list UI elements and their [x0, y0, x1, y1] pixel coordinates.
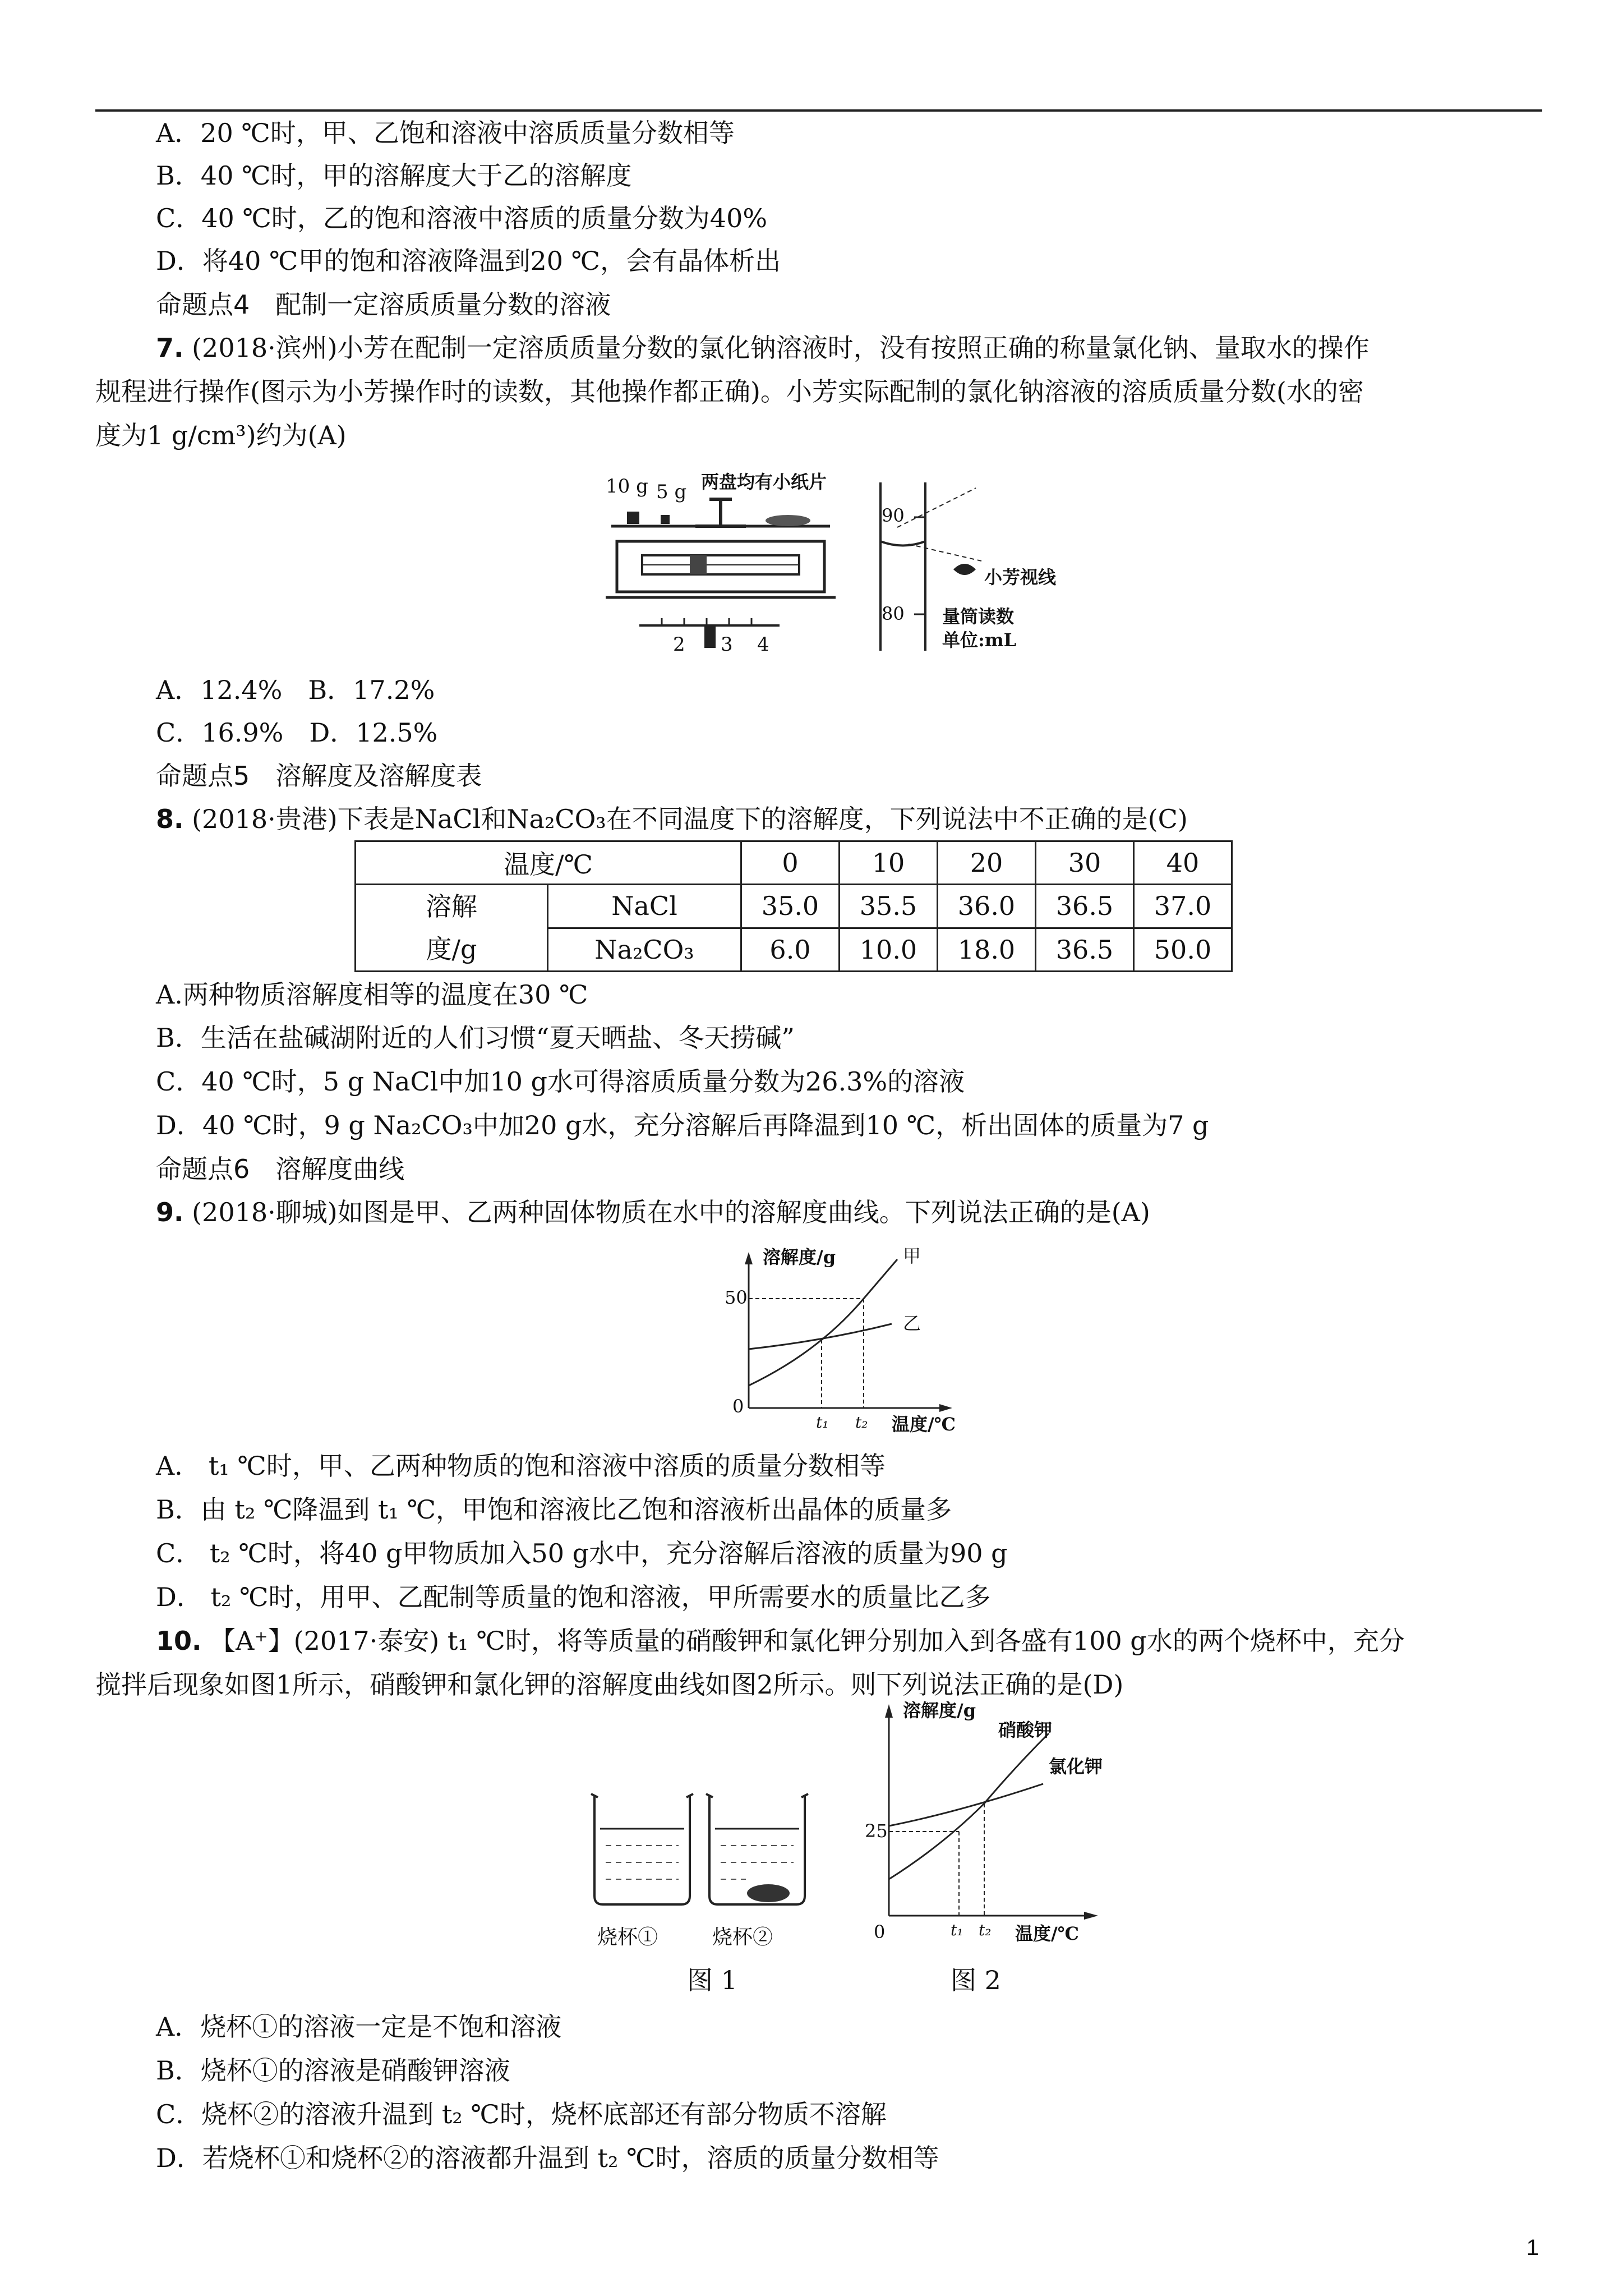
weight-5g-label: 5 g [656, 481, 687, 503]
table-cell: 50.0 [1134, 928, 1232, 972]
q10-text1: 【A⁺】(2017·泰安) t₁ ℃时，将等质量的硝酸钾和氯化钾分别加入到各盛有100 g水的两个烧杯中，充分 [210, 1626, 1405, 1656]
q9-option-b: B．由 t₂ ℃降温到 t₁ ℃，甲饱和溶液比乙饱和溶液析出晶体的质量多 [156, 1494, 952, 1525]
q6-option-a: A．20 ℃时，甲、乙饱和溶液中溶质质量分数相等 [156, 118, 735, 148]
q7-options-ab: A．12.4% B．17.2% [156, 675, 435, 705]
table-cell-na2co3: Na₂CO₃ [548, 928, 741, 972]
scale-label-2: 2 [673, 633, 685, 656]
balance-pointer-icon [695, 499, 746, 526]
table-cell: 10 [840, 841, 938, 885]
scale-marker-icon [704, 625, 716, 648]
q6-option-d: D．将40 ℃甲的饱和溶液降温到20 ℃，会有晶体析出 [156, 246, 781, 276]
q10-figure2-chart [858, 1694, 1150, 1944]
table-cell: 30 [1036, 841, 1134, 885]
q8-stem [156, 802, 1188, 836]
q9-option-c: C． t₂ ℃时，将40 g甲物质加入50 g水中，充分溶解后溶液的质量为90 g [156, 1538, 1008, 1568]
cylinder-reading-label: 量筒读数 [942, 606, 1015, 627]
q9-number: 9. [156, 1197, 184, 1227]
section-heading-6: 命题点6 溶解度曲线 [156, 1154, 405, 1184]
curve-kcl [889, 1784, 1043, 1826]
table-header-temp: 温度/℃ [356, 841, 741, 885]
q9-text: (2018·聊城)如图是甲、乙两种固体物质在水中的溶解度曲线。下列说法正确的是(A) [192, 1197, 1150, 1227]
q6-option-c: C．40 ℃时，乙的饱和溶液中溶质的质量分数为40% [156, 203, 768, 233]
weight-10g-icon [627, 512, 639, 524]
beaker2-label: 烧杯② [712, 1926, 773, 1949]
scale-label-4: 4 [757, 633, 769, 656]
scale-label-3: 3 [721, 633, 733, 656]
table-cell: 35.5 [840, 885, 938, 928]
q10-number: 10. [156, 1626, 202, 1656]
page-number: 1 [1526, 2235, 1539, 2260]
table-cell: 40 [1134, 841, 1232, 885]
x-tick-t1: t₁ [951, 1921, 963, 1939]
table-cell: 6.0 [741, 928, 840, 972]
y-tick-25: 25 [865, 1820, 888, 1842]
q8-text: (2018·贵港)下表是NaCl和Na₂CO₃在不同温度下的溶解度，下列说法中不正确的是(C) [192, 804, 1188, 834]
q8-option-a: A.两种物质溶解度相等的温度在30 ℃ [156, 979, 588, 1010]
curve-yi [749, 1324, 892, 1349]
table-cell-nacl: NaCl [548, 885, 741, 928]
cylinder-unit-label: 单位:mL [942, 629, 1017, 651]
q7-line1 [156, 331, 1370, 365]
q7-line3: 度为1 g/cm³)约为(A) [95, 420, 347, 450]
cylinder-label-90: 90 [882, 505, 905, 526]
paper-note-label: 两盘均有小纸片 [701, 471, 827, 493]
table-cell: 35.0 [741, 885, 840, 928]
q6-option-b: B．40 ℃时，甲的溶解度大于乙的溶解度 [156, 160, 632, 191]
q9-solubility-chart [712, 1240, 981, 1442]
q8-number: 8. [156, 804, 184, 834]
rider-icon [690, 555, 707, 574]
table-cell: 20 [938, 841, 1036, 885]
curve-jia-label: 甲 [903, 1245, 921, 1267]
figure1-caption: 图 1 [687, 1965, 737, 1995]
q7-text1: (2018·滨州)小芳在配制一定溶质质量分数的氯化钠溶液时，没有按照正确的称量氯化钠、量取水的操作 [192, 333, 1370, 363]
section-heading-4: 命题点4 配制一定溶质质量分数的溶液 [156, 289, 611, 320]
table-cell: 18.0 [938, 928, 1036, 972]
q10-line2: 搅拌后现象如图1所示，硝酸钾和氯化钾的溶解度曲线如图2所示。则下列说法正确的是(D) [95, 1669, 1124, 1700]
table-cell: 10.0 [840, 928, 938, 972]
figure2-caption: 图 2 [951, 1965, 1001, 1995]
sight-line-label: 小芳视线 [984, 567, 1057, 588]
eye-icon [953, 564, 976, 575]
q10-option-b: B．烧杯①的溶液是硝酸钾溶液 [156, 2055, 510, 2086]
table-row [356, 841, 1232, 885]
x-tick-t2: t₂ [979, 1921, 992, 1939]
table-cell: 37.0 [1134, 885, 1232, 928]
origin-label: 0 [732, 1396, 744, 1417]
x-tick-t1: t₁ [816, 1413, 829, 1432]
q10-option-c: C．烧杯②的溶液升温到 t₂ ℃时，烧杯底部还有部分物质不溶解 [156, 2099, 887, 2129]
origin-label: 0 [874, 1921, 886, 1943]
balance-base-icon [617, 541, 824, 592]
curve-kno3-label: 硝酸钾 [998, 1719, 1053, 1741]
x-axis-label: 温度/℃ [892, 1414, 956, 1435]
solubility-table [354, 840, 1233, 972]
q9-stem [156, 1195, 1150, 1229]
q10-line1 [156, 1624, 1405, 1658]
x-axis-label: 温度/℃ [1015, 1923, 1080, 1944]
section-heading-5: 命题点5 溶解度及溶解度表 [156, 761, 482, 791]
table-cell: 36.0 [938, 885, 1036, 928]
y-tick-50: 50 [725, 1287, 748, 1308]
curve-yi-label: 乙 [903, 1313, 921, 1334]
q8-option-c: C．40 ℃时，5 g NaCl中加10 g水可得溶质质量分数为26.3%的溶液 [156, 1066, 965, 1097]
q9-option-d: D． t₂ ℃时，用甲、乙配制等质量的饱和溶液，甲所需要水的质量比乙多 [156, 1582, 991, 1612]
table-cell: 36.5 [1036, 928, 1134, 972]
q7-figure [594, 466, 1155, 668]
q7-number: 7. [156, 333, 184, 363]
q8-option-d: D．40 ℃时，9 g Na₂CO₃中加20 g水，充分溶解后再降温到10 ℃，析出固体的质量为7 g [156, 1110, 1209, 1140]
weight-10g-label: 10 g [606, 475, 648, 498]
q9-option-a: A． t₁ ℃时，甲、乙两种物质的饱和溶液中溶质的质量分数相等 [156, 1451, 886, 1481]
beaker1-icon [594, 1795, 690, 1904]
q8-option-b: B．生活在盐碱湖附近的人们习惯“夏天晒盐、冬天捞碱” [156, 1023, 795, 1053]
q10-option-a: A．烧杯①的溶液一定是不饱和溶液 [156, 2012, 562, 2042]
q10-figure1-beakers [583, 1784, 830, 1963]
meniscus-icon [880, 541, 925, 546]
table-rowlabel-solubility: 溶解 度/g [356, 885, 548, 972]
table-cell: 0 [741, 841, 840, 885]
curve-kcl-label: 氯化钾 [1049, 1756, 1103, 1777]
y-axis-label: 溶解度/g [763, 1246, 836, 1268]
x-tick-t2: t₂ [855, 1413, 868, 1432]
cylinder-label-80: 80 [882, 603, 905, 624]
undissolved-solid-icon [747, 1884, 790, 1902]
weight-5g-icon [661, 515, 670, 524]
q10-option-d: D．若烧杯①和烧杯②的溶液都升温到 t₂ ℃时，溶质的质量分数相等 [156, 2143, 939, 2173]
table-cell: 36.5 [1036, 885, 1134, 928]
q7-line2: 规程进行操作(图示为小芳操作时的读数，其他操作都正确)。小芳实际配制的氯化钠溶液的溶质质量分数(水的密 [95, 376, 1364, 407]
q7-options-cd: C．16.9% D．12.5% [156, 717, 438, 748]
table-row [356, 885, 1232, 928]
beaker1-label: 烧杯① [597, 1926, 658, 1949]
curve-jia [749, 1259, 897, 1386]
y-axis-label: 溶解度/g [903, 1700, 976, 1721]
header-rule [95, 109, 1542, 112]
salt-pile-icon [766, 515, 810, 526]
